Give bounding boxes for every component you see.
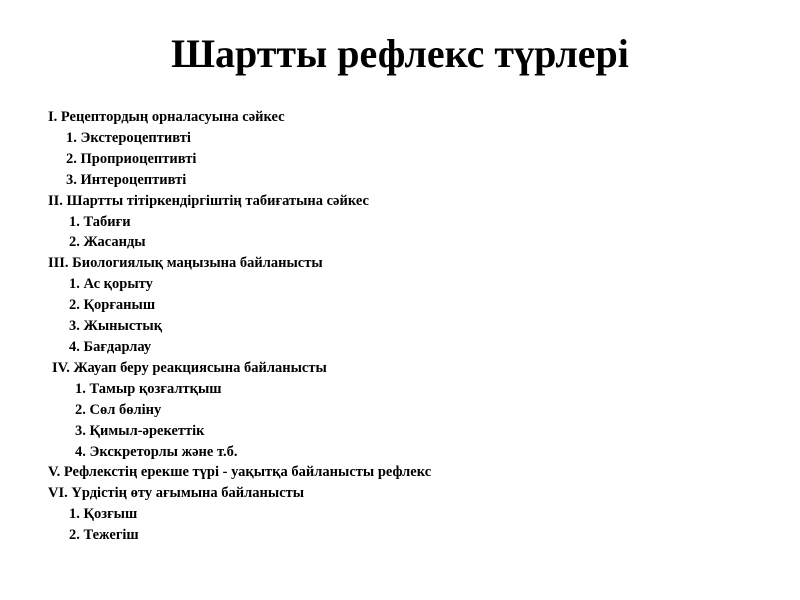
list-item: 2. Сөл бөліну xyxy=(75,401,162,418)
list-item: 3. Интероцептивті xyxy=(66,171,187,188)
section-heading: VI. Үрдістің өту ағымына байланысты xyxy=(48,485,305,502)
list-item: 1. Қозғыш xyxy=(69,506,138,523)
list-item: 2. Жасанды xyxy=(69,234,146,251)
section-heading: III. Биологиялық маңызына байланысты xyxy=(48,255,323,272)
reflex-types-outline xyxy=(48,107,788,546)
list-item: 2. Тежегіш xyxy=(69,527,139,544)
list-item: 1. Табиғи xyxy=(69,213,131,230)
list-item: 1. Тамыр қозғалтқыш xyxy=(75,380,222,397)
list-item: 2. Проприоцептивті xyxy=(66,150,197,167)
list-item: 1. Экстероцептивті xyxy=(66,129,191,146)
section-heading: II. Шартты тітіркендіргіштің табиғатына сәйкес xyxy=(48,192,369,209)
list-item: 4. Бағдарлау xyxy=(69,338,152,355)
list-item: 1. Ас қорыту xyxy=(69,276,153,293)
list-item: 2. Қорғаныш xyxy=(69,297,156,314)
list-item: 3. Қимыл-әрекеттік xyxy=(75,422,205,439)
section-heading: IV. Жауап беру реакциясына байланысты xyxy=(52,359,327,376)
section-heading: I. Рецептордың орналасуына сәйкес xyxy=(48,109,285,125)
section-heading: V. Рефлекстің ерекше түрі - уақытқа байланысты рефлекс xyxy=(48,464,432,481)
list-item: 3. Жыныстық xyxy=(69,318,163,335)
list-item: 4. Экскреторлы және т.б. xyxy=(75,443,238,460)
slide-title: Шартты рефлекс түрлері xyxy=(171,31,629,76)
